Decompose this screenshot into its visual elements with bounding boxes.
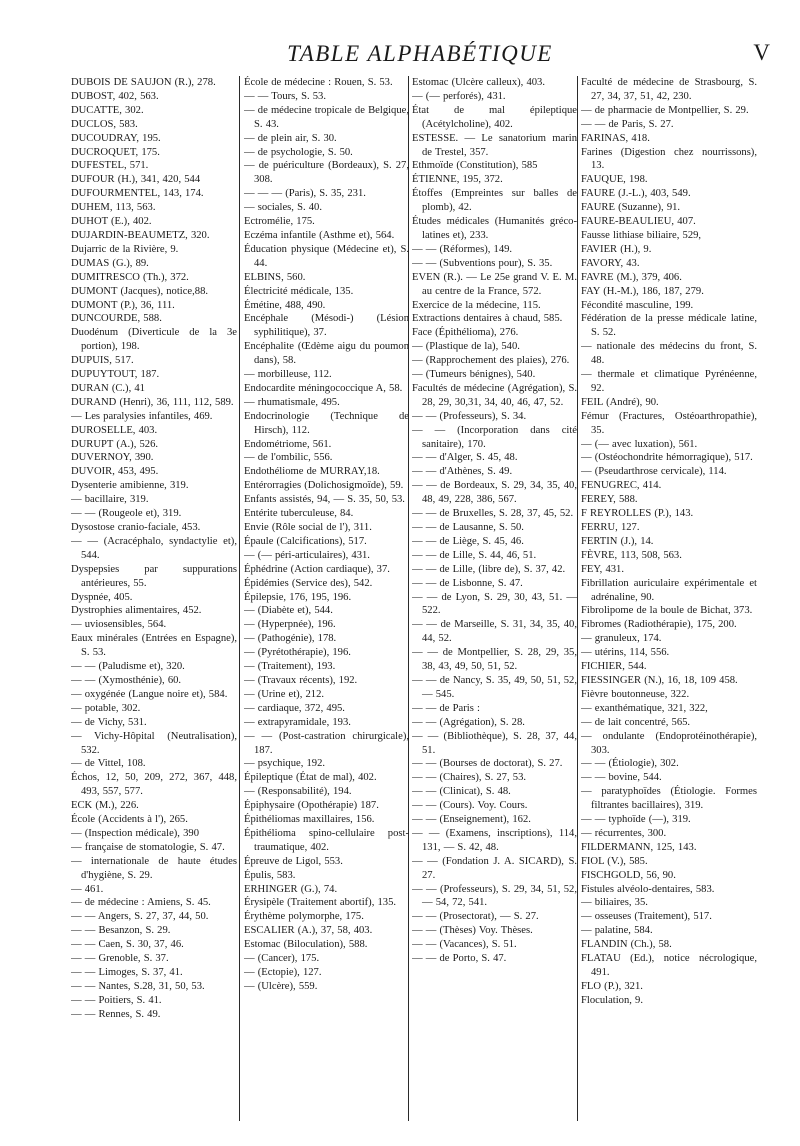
index-entry: Dystrophies alimentaires, 452. [71,605,202,617]
index-entry: — — (Rougeole et), 319. [71,508,182,520]
index-entry: — palatine, 584. [581,925,653,937]
index-entry: — — (Paludisme et), 320. [71,661,185,673]
index-entry: — — de Lyon, S. 29, 30, 43, 51. — 522. [412,591,577,617]
index-entry: — — (Professeurs), S. 34. [412,410,527,422]
index-entry: — (Responsabilité), 194. [244,786,352,798]
index-entry: FAURE-BEAULIEU, 407. [581,216,696,228]
index-entry: — — de Montpellier, S. 28, 29, 35, 38, 43, 49, 50, 51, 52. [412,647,577,673]
index-entry: — — (Clinicat), S. 48. [412,786,511,798]
index-entry: DUHOT (E.), 402. [71,216,152,228]
index-entry: Épilepsie, 176, 195, 196. [244,591,352,603]
index-entry: Études médicales (Humanités gréco-latines et), 233. [412,216,577,241]
index-entry: Endocardite méningococcique A, 58. [244,382,403,394]
index-entry: Échos, 12, 50, 209, 272, 367, 448, 493, 557, 577. [71,772,237,798]
index-entry: DUMONT (Jacques), notice,88. [71,285,209,297]
index-entry: DUMAS (G.), 89. [71,257,149,269]
index-entry: FARINAS, 418. [581,132,650,144]
index-entry: DUVOIR, 453, 495. [71,466,159,478]
index-entry: Endométriome, 561. [244,438,332,450]
index-entry: — paratyphoïdes (Étiologie. Formes filtrantes bacillaires), 319. [581,786,757,812]
index-entry: ERHINGER (G.), 74. [244,883,338,895]
index-entry: DUCATTE, 302. [71,104,144,116]
index-entry: Fibrolipome de la boule de Bichat, 373. [581,605,753,617]
index-entry: — — (Incorporation dans cité sanitaire), 170. [412,424,577,450]
index-entry: — — (Professeurs), S. 29, 34, 51, 52, — 54, 72, 541. [412,883,577,909]
index-entry: — de psychologie, S. 50. [244,146,353,158]
index-entry: FIESSINGER (N.), 16, 18, 109 458. [581,674,738,686]
index-entry: — (Urine et), 212. [244,688,325,700]
index-entry: DUFOUR (H.), 341, 420, 544 [71,174,201,186]
index-entry: Dysenterie amibienne, 319. [71,480,189,492]
index-entry: — (Hyperpnée), 196. [244,619,336,631]
index-entry: — — (Chaires), S. 27, 53. [412,772,527,784]
index-entry: — — (Acracéphalo, syndactylie et), 544. [71,535,237,561]
index-entry: — uviosensibles, 564. [71,619,167,631]
index-entry: Épidémies (Service des), 542. [244,577,373,589]
index-entry: — cardiaque, 372, 495. [244,702,345,714]
index-entry: DUCROQUET, 175. [71,146,160,158]
index-entry: FAVRE (M.), 379, 406. [581,271,682,283]
index-entry: — — (Bourses de doctorat), S. 27. [412,758,563,770]
index-entry: Floculation, 9. [581,994,643,1006]
index-entry: Facultés de médecine (Agrégation), S. 28, 29, 30,31, 34, 40, 46, 47, 52. [412,382,577,408]
index-entry: — — Limoges, S. 37, 41. [71,967,183,978]
index-entry: — (Ectopie), 127. [244,967,322,978]
index-entry: FIOL (V.), 585. [581,855,648,867]
index-entry: — (Travaux récents), 192. [244,674,358,686]
index-entry: Épileptique (État de mal), 402. [244,772,377,784]
index-entry: — — (Vacances), S. 51. [412,939,517,951]
index-entry: — sociales, S. 40. [244,202,323,214]
index-entry: F REYROLLES (P.), 143. [581,508,694,520]
index-entry: FEY, 431. [581,563,624,575]
index-entry: Épaule (Calcifications), 517. [244,535,367,547]
index-entry: Entérorragies (Dolichosigmoïde), 59. [244,480,404,492]
index-entry: FEIL (André), 90. [581,396,659,408]
index-entry: Encéphale (Mésodi-) (Lésion syphilitique), 37. [244,313,409,339]
index-entry: — — (Thèses) Voy. Thèses. [412,925,533,937]
index-entry: — — (Subventions pour), S. 35. [412,257,553,269]
index-entry: — de plein air, S. 30. [244,132,337,144]
index-entry: — (Rapprochement des plaies), 276. [412,355,570,367]
index-entry: Dyspnée, 405. [71,591,133,603]
index-entry: DUCOUDRAY, 195. [71,132,161,144]
index-entry: DUPUIS, 517. [71,355,134,367]
index-entry: — — Grenoble, S. 37. [71,953,169,965]
index-entry: Épithélioma spino-cellulaire post-traumatique, 402. [244,827,409,853]
index-entry: FENUGREC, 414. [581,480,662,492]
index-entry: Estomac (Biloculation), 588. [244,939,368,951]
index-entry: — — (Examens, inscriptions), 114, 131, — S. 42, 48. [412,827,577,853]
index-entry: — — Caen, S. 30, 37, 46. [71,939,184,951]
index-entry: Épithéliomas maxillaires, 156. [244,814,375,826]
index-entry: ESCALIER (A.), 37, 58, 403. [244,925,373,937]
index-entry: — — d'Alger, S. 45, 48. [412,452,518,464]
index-entry: Faculté de médecine de Strasbourg, S. 27, 34, 37, 51, 42, 230. [581,77,757,102]
index-entry: — — Angers, S. 27, 37, 44, 50. [71,911,209,923]
index-entry: FAUQUE, 198. [581,174,648,186]
index-entry: Exercice de la médecine, 115. [412,299,541,311]
page-header [70,38,770,72]
index-entry: DUMONT (P.), 36, 111. [71,299,175,311]
index-entry: — (— péri-articulaires), 431. [244,549,370,561]
index-entry: FISCHGOLD, 56, 90. [581,869,676,881]
index-entry: DUFESTEL, 571. [71,160,149,172]
index-entry: DUROSELLE, 403. [71,424,158,436]
index-entry: Fécondité masculine, 199. [581,299,694,311]
index-entry: FEREY, 588. [581,494,638,506]
index-entry: Extractions dentaires à chaud, 585. [412,313,563,325]
index-entry: DUPUYTOUT, 187. [71,369,160,381]
index-entry: — ondulante (Endoprotéinothérapie), 303. [581,730,757,756]
index-entry: — Les paralysies infantiles, 469. [71,410,213,422]
index-entry: — — (Réformes), 149. [412,243,513,255]
index-entry: Encéphalite (Œdème aigu du poumon dans), 58. [244,341,409,367]
index-entry: — de puériculture (Bordeaux), S. 27, 308. [244,160,409,186]
index-entry: — — de Paris : [412,702,480,714]
index-entry: — — typhoïde (—), 319. [581,814,691,826]
index-entry: — française de stomatologie, S. 47. [71,841,225,853]
index-entry: DUBOIS DE SAUJON (R.), 278. [71,77,216,88]
index-entry: FERTIN (J.), 14. [581,535,654,547]
index-entry: FLATAU (Ed.), notice nécrologique, 491. [581,953,757,978]
index-entry: — (Pathogénie), 178. [244,633,337,645]
index-entry: — — Besanzon, S. 29. [71,925,171,937]
index-entry: — (— perforés), 431. [412,90,506,102]
index-entry: — rhumatismale, 495. [244,396,340,408]
index-entry: Fédération de la presse médicale latine, S. 52. [581,313,757,339]
index-entry: — potable, 302. [71,702,141,714]
index-entry: — (Cancer), 175. [244,953,320,965]
index-entry: Ethmoïde (Constitution), 585 [412,160,538,172]
index-entry: — (Tumeurs bénignes), 540. [412,369,536,381]
index-entry: — thermale et climatique Pyrénéenne, 92. [581,369,757,394]
index-entry: FAURE (Suzanne), 91. [581,202,681,214]
index-entry: École de médecine : Rouen, S. 53. [244,77,393,88]
index-entry: FAVIER (H.), 9. [581,243,652,255]
index-entry: — osseuses (Traitement), 517. [581,911,712,923]
index-entry: Étoffes (Empreintes sur balles de plomb), 42. [412,188,577,214]
index-entry: Face (Épithélioma), 276. [412,327,519,339]
index-entry: — — de Bordeaux, S. 29, 34, 35, 40, 48, 49, 228, 386, 567. [412,480,577,506]
index-entry: Entérite tuberculeuse, 84. [244,508,354,520]
index-entry: Épreuve de Ligol, 553. [244,855,343,867]
index-entry: — — Nantes, S.28, 31, 50, 53. [71,980,205,992]
index-entry: Endothéliome de MURRAY,18. [244,466,380,478]
index-entry: FILDERMANN, 125, 143. [581,841,697,853]
index-entry: ÉTIENNE, 195, 372. [412,174,503,186]
index-entry: — — de Nancy, S. 35, 49, 50, 51, 52, — 545. [412,674,577,700]
index-entry: — de pharmacie de Montpellier, S. 29. [581,104,749,116]
index-entry: — — bovine, 544. [581,772,662,784]
index-entry: — de Vittel, 108. [71,758,146,770]
index-entry: DURAND (Henri), 36, 111, 112, 589. [71,396,234,408]
index-entry: Farines (Digestion chez nourrissons), 13. [581,146,757,172]
index-entry: Dyspepsies par suppurations antérieures, 55. [71,563,237,589]
index-entry: — (— avec luxation), 561. [581,438,698,450]
index-entry: — de lait concentré, 565. [581,716,691,728]
index-entry: DURUPT (A.), 526. [71,438,159,450]
index-entry: — biliaires, 35. [581,897,648,909]
index-entry: DURAN (C.), 41 [71,382,145,394]
index-entry: Endocrinologie (Technique de Hirsch), 112. [244,410,409,436]
index-entry: EVEN (R.). — Le 25e grand V. E. M. au centre de la France, 572. [412,271,577,297]
index-entry: FAVORY, 43. [581,257,640,269]
index-entry: État de mal épileptique (Acétylcholine), 402. [412,104,577,130]
index-column-4 [581,76,757,1126]
index-entry: Fémur (Fractures, Ostéoarthropathie), 35. [581,410,757,436]
index-entry: Duodénum (Diverticule de la 3e portion), 198. [71,327,237,353]
index-entry: Érysipèle (Traitement abortif), 135. [244,897,397,909]
index-entry: Fausse lithiase biliaire, 529, [581,229,702,241]
index-entry: Dysostose cranio-faciale, 453. [71,522,201,533]
index-entry: Érythème polymorphe, 175. [244,911,364,923]
index-entry: DUFOURMENTEL, 143, 174. [71,188,204,200]
index-entry: — — (Xymosthénie), 60. [71,674,182,686]
index-entry: — nationale des médecins du front, S. 48. [581,341,757,367]
index-entry: — de médecine tropicale de Belgique, S. 43. [244,104,409,130]
index-entry: — psychique, 192. [244,758,326,770]
index-entry: — — de Lisbonne, S. 47. [412,577,523,589]
index-entry: DUVERNOY, 390. [71,452,154,464]
index-entry: Fièvre boutonneuse, 322. [581,688,690,700]
index-entry: École (Accidents à l'), 265. [71,814,188,826]
index-entry: — — (Bibliothèque), S. 28, 37, 44, 51. [412,730,577,756]
index-entry: Eczéma infantile (Asthme et), 564. [244,229,395,241]
index-entry: Enfants assistés, 94, — S. 35, 50, 53. [244,494,405,506]
index-entry: — (Pyrétothérapie), 196. [244,647,351,659]
index-entry: — morbilleuse, 112. [244,369,332,381]
index-entry: — — — (Paris), S. 35, 231. [244,188,366,200]
index-entry: — (Inspection médicale), 390 [71,827,199,839]
index-entry: Éducation physique (Médecine et), S. 44. [244,243,409,269]
index-entry: ELBINS, 560. [244,271,306,283]
index-entry: — — (Prosectorat), — S. 27. [412,911,539,923]
index-entry: FLANDIN (Ch.), 58. [581,939,672,951]
index-entry: — — (Post-castration chirurgicale), 187. [244,730,409,756]
index-entry: — — (Enseignement), 162. [412,814,531,826]
index-entry: FAURE (J.-L.), 403, 549. [581,188,691,200]
index-entry: Estomac (Ulcère calleux), 403. [412,77,545,88]
index-column-2 [244,76,409,1126]
index-entry: — (Pseudarthrose cervicale), 114. [581,466,727,478]
index-entry: — — de Marseille, S. 31, 34, 35, 40, 44, 52. [412,619,577,645]
column-divider [239,76,240,1121]
index-entry: — — Rennes, S. 49. [71,1008,161,1020]
index-entry: — — de Liège, S. 45, 46. [412,535,524,547]
index-column-3 [412,76,577,1126]
page-number: V [753,40,770,65]
index-entry: ESTESSE. — Le sanatorium marin de Trestel, 357. [412,132,577,158]
index-entry: — — d'Athènes, S. 49. [412,466,513,478]
column-divider [577,76,578,1121]
index-entry: — bacillaire, 319. [71,494,149,506]
index-entry: Envie (Rôle social de l'), 311. [244,522,372,533]
index-entry: — (Plastique de la), 540. [412,341,520,353]
index-entry: Éphédrine (Action cardiaque), 37. [244,563,390,575]
index-entry: Fibromes (Radiothérapie), 175, 200. [581,619,737,631]
index-entry: — — Poitiers, S. 41. [71,994,162,1006]
index-entry: Dujarric de la Rivière, 9. [71,243,179,255]
index-entry: — (Traitement), 193. [244,661,336,673]
index-entry: Ectromélie, 175. [244,216,315,228]
index-entry: — utérins, 114, 556. [581,647,670,659]
index-entry: — — Tours, S. 53. [244,90,326,102]
index-entry: DUNCOURDE, 588. [71,313,162,325]
index-entry: DUJARDIN-BEAUMETZ, 320. [71,229,210,241]
index-entry: Épulis, 583. [244,869,296,881]
index-entry: — — de Paris, S. 27. [581,118,674,130]
index-entry: — (Ostéochondrite hémorragique), 517. [581,452,753,464]
index-entry: — de médecine : Amiens, S. 45. [71,897,211,909]
index-entry: — — de Lille, S. 44, 46, 51. [412,549,537,561]
index-entry: — exanthématique, 321, 322, [581,702,708,714]
index-entry: Électricité médicale, 135. [244,285,354,297]
index-entry: DUMITRESCO (Th.), 372. [71,271,189,283]
index-entry: — internationale de haute études d'hygiène, S. 29. [71,855,237,881]
index-entry: — 461. [71,883,104,895]
index-entry: — — (Fondation J. A. SICARD), S. 27. [412,855,577,881]
index-entry: DUHEM, 113, 563. [71,202,156,214]
index-entry: FLO (P.), 321. [581,980,643,992]
index-entry: Fistules alvéolo-dentaires, 583. [581,883,715,895]
index-entry: — — de Lausanne, S. 50. [412,522,524,533]
index-entry: — — de Porto, S. 47. [412,953,507,965]
index-entry: Épiphysaire (Opothérapie) 187. [244,800,379,812]
index-entry: Eaux minérales (Entrées en Espagne), S. 53. [71,633,237,659]
index-entry: — oxygénée (Langue noire et), 584. [71,688,228,700]
index-entry: — — (Cours). Voy. Cours. [412,800,528,812]
index-entry: FAY (H.-M.), 186, 187, 279. [581,285,704,297]
index-entry: FERRU, 127. [581,522,640,533]
index-entry: FICHIER, 544. [581,661,647,673]
index-entry: — — (Agrégation), S. 28. [412,716,525,728]
index-entry: — granuleux, 174. [581,633,662,645]
index-entry: — — (Étiologie), 302. [581,758,679,770]
index-entry: DUBOST, 402, 563. [71,90,159,102]
index-entry: ECK (M.), 226. [71,800,139,812]
index-entry: — (Diabète et), 544. [244,605,333,617]
index-entry: — de Vichy, 531. [71,716,147,728]
index-entry: — Vichy-Hôpital (Neutralisation), 532. [71,730,237,756]
index-entry: Fibrillation auriculaire expérimentale et adrénaline, 90. [581,577,757,603]
index-entry: — extrapyramidale, 193. [244,716,351,728]
index-entry: — (Ulcère), 559. [244,980,318,992]
index-entry: — — de Bruxelles, S. 28, 37, 45, 52. [412,508,574,520]
index-entry: DUCLOS, 583. [71,118,138,130]
index-entry: Émétine, 488, 490. [244,299,326,311]
page-title: TABLE ALPHABÉTIQUE [287,41,553,66]
index-entry: — de l'ombilic, 556. [244,452,333,464]
index-column-1 [71,76,237,1126]
index-entry: — — de Lille, (libre de), S. 37, 42. [412,563,566,575]
index-entry: FÈVRE, 113, 508, 563. [581,549,682,561]
index-entry: — récurrentes, 300. [581,827,667,839]
